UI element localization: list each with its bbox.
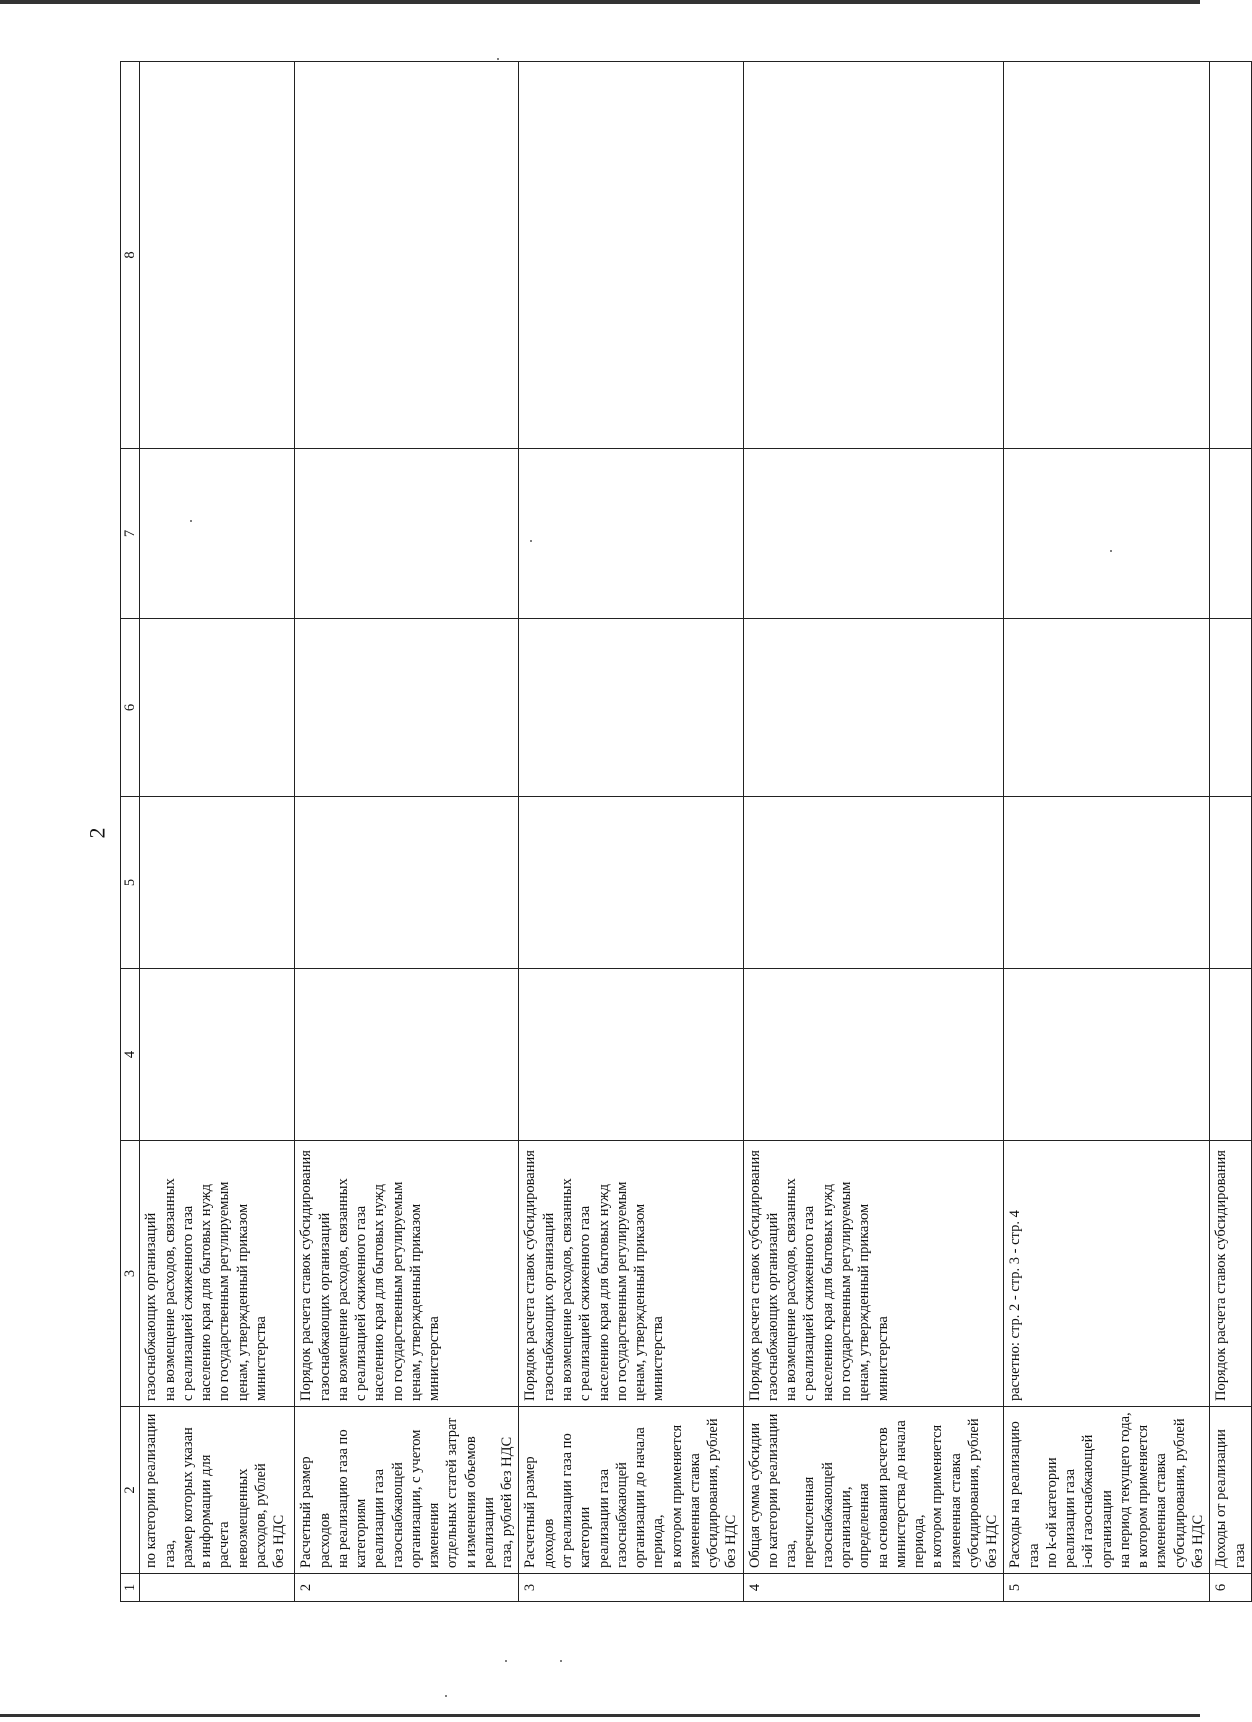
calculation-method: Порядок расчета ставок субсидирования	[1210, 1141, 1252, 1407]
scan-edge-top	[0, 0, 1200, 4]
empty-cell	[140, 969, 295, 1141]
empty-cell	[1210, 62, 1252, 449]
table-row	[1004, 62, 1210, 1602]
header-row	[121, 62, 140, 1602]
row-number: 2	[295, 1574, 519, 1602]
header-col-6: 6	[121, 619, 140, 797]
calculation-method: Порядок расчета ставок субсидирования газоснабжающих организаций на возмещение расходов, связанных с реализацией сжиженного газа населению края для бытовых нужд по государственным регулируемым ценам, утвержденный приказом министерства	[295, 1141, 519, 1407]
rotated-table-wrapper	[120, 82, 1248, 1602]
row-number: 5	[1004, 1574, 1210, 1602]
empty-cell	[519, 62, 743, 449]
empty-cell	[519, 449, 743, 619]
indicator-name: по категории реализации газа, размер которых указан в информации для расчета невозмещенных расходов, рублей без НДС	[140, 1407, 295, 1574]
empty-cell	[295, 797, 519, 969]
header-col-8: 8	[121, 62, 140, 449]
scan-speck	[497, 58, 499, 60]
empty-cell	[743, 969, 1004, 1141]
empty-cell	[1210, 969, 1252, 1141]
calculation-method: Порядок расчета ставок субсидирования газоснабжающих организаций на возмещение расходов, связанных с реализацией сжиженного газа населению края для бытовых нужд по государственным регулируемым ценам, утвержденный приказом министерства	[519, 1141, 743, 1407]
indicator-name: Общая сумма субсидии по категории реализации газа, перечисленная газоснабжающей организации, определенная на основании расчетов министерства до начала периода, в котором применяется измененная ставка субсидирования, рублей без НДС	[743, 1407, 1004, 1574]
indicator-name: Расчетный размер расходов на реализацию газа по категориям реализации газа газоснабжающей организации, с учетом изменения отдельных статей затрат и изменения объемов реализации газа, рублей без НДС	[295, 1407, 519, 1574]
empty-cell	[743, 797, 1004, 969]
row-number: 3	[519, 1574, 743, 1602]
empty-cell	[295, 969, 519, 1141]
page-number: 2	[84, 827, 110, 839]
indicator-name: Расчетный размер доходов от реализации газа по категории реализации газа газоснабжающей организации до начала периода, в котором применяется измененная ставка субсидирования, рублей без НДС	[519, 1407, 743, 1574]
empty-cell	[1210, 449, 1252, 619]
table-row	[140, 62, 295, 1602]
empty-cell	[1210, 797, 1252, 969]
empty-cell	[1004, 449, 1210, 619]
empty-cell	[743, 619, 1004, 797]
header-col-7: 7	[121, 449, 140, 619]
empty-cell	[1004, 619, 1210, 797]
empty-cell	[140, 619, 295, 797]
header-col-5: 5	[121, 797, 140, 969]
empty-cell	[295, 62, 519, 449]
empty-cell	[519, 619, 743, 797]
table-row	[1210, 62, 1252, 1602]
empty-cell	[743, 449, 1004, 619]
scan-speck	[560, 1660, 562, 1662]
empty-cell	[1004, 62, 1210, 449]
row-number	[140, 1574, 295, 1602]
calculation-method: газоснабжающих организаций на возмещение расходов, связанных с реализацией сжиженного газа населению края для бытовых нужд по государственным регулируемым ценам, утвержденный приказом министерства	[140, 1141, 295, 1407]
table-row	[743, 62, 1004, 1602]
scan-speck	[190, 520, 192, 522]
header-col-3: 3	[121, 1141, 140, 1407]
row-number: 4	[743, 1574, 1004, 1602]
empty-cell	[295, 449, 519, 619]
empty-cell	[140, 797, 295, 969]
empty-cell	[1210, 619, 1252, 797]
scan-speck	[505, 1660, 507, 1662]
empty-cell	[1004, 969, 1210, 1141]
indicator-name: Расходы на реализацию газа по k-ой категории реализации газа i-ой газоснабжающей организации на период текущего года, в котором применяется измененная ставка субсидирования, рублей без НДС	[1004, 1407, 1210, 1574]
empty-cell	[295, 619, 519, 797]
header-col-4: 4	[121, 969, 140, 1141]
header-col-1: 1	[121, 1574, 140, 1602]
empty-cell	[743, 62, 1004, 449]
scan-speck	[530, 540, 532, 542]
header-col-2: 2	[121, 1407, 140, 1574]
empty-cell	[140, 449, 295, 619]
empty-cell	[1004, 797, 1210, 969]
scan-speck	[445, 1695, 447, 1697]
table-row	[295, 62, 519, 1602]
empty-cell	[519, 969, 743, 1141]
empty-cell	[140, 62, 295, 449]
table-row	[519, 62, 743, 1602]
row-number: 6	[1210, 1574, 1252, 1602]
subsidy-table	[120, 61, 1252, 1602]
empty-cell	[519, 797, 743, 969]
scan-speck	[1110, 550, 1112, 552]
calculation-method: расчетно: стр. 2 - стр. 3 - стр. 4	[1004, 1141, 1210, 1407]
indicator-name: Доходы от реализации газа	[1210, 1407, 1252, 1574]
calculation-method: Порядок расчета ставок субсидирования газоснабжающих организаций на возмещение расходов, связанных с реализацией сжиженного газа населению края для бытовых нужд по государственным регулируемым ценам, утвержденный приказом министерства	[743, 1141, 1004, 1407]
scan-edge-bottom	[0, 1714, 1200, 1717]
